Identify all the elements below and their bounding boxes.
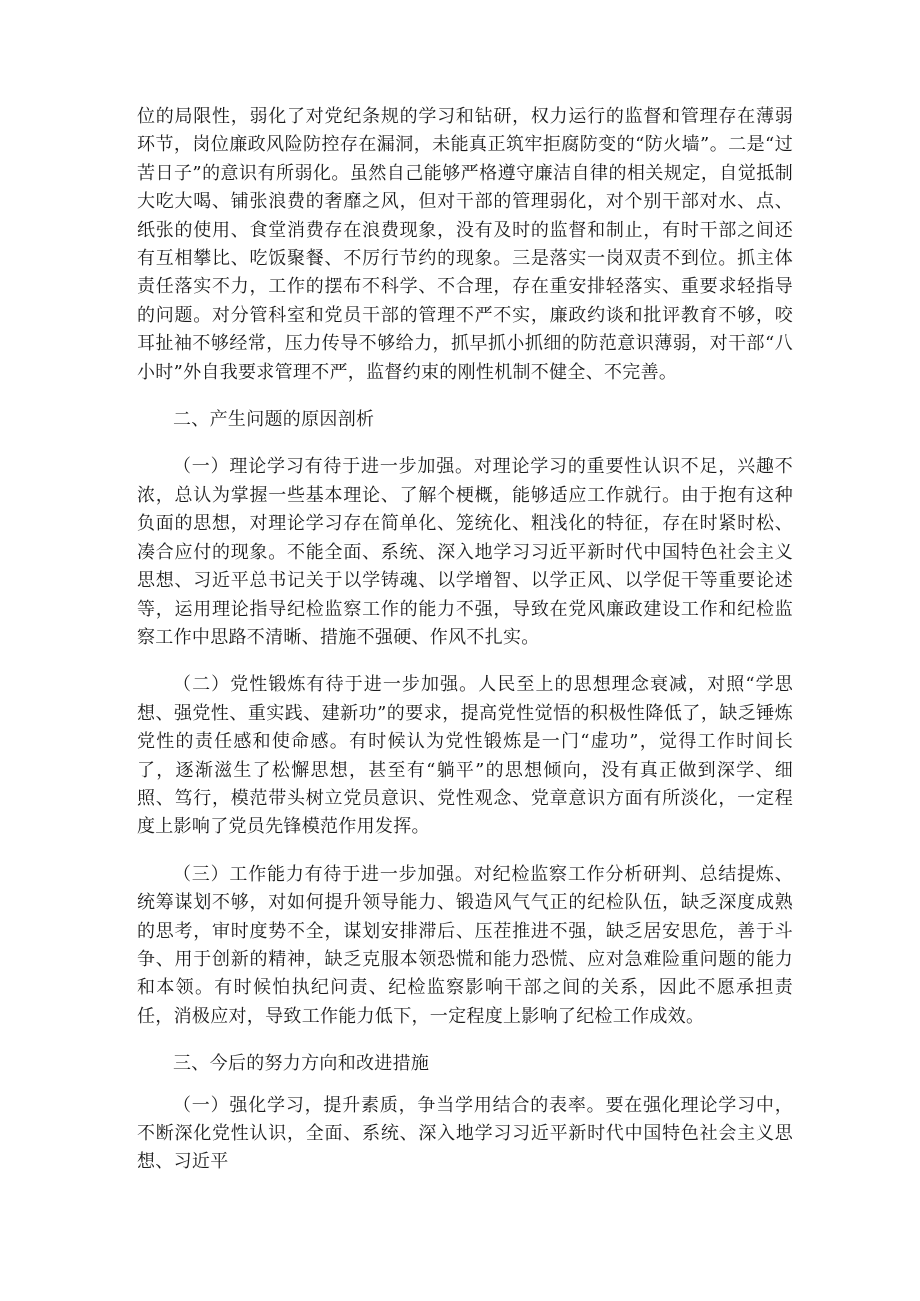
paragraph-gap [137, 434, 793, 453]
paragraph-work-ability: （三）工作能力有待于进一步加强。对纪检监察工作分析研判、总结提炼、统筹谋划不够，对如何提升领导能力、锻造风气气正的纪检队伍，缺乏深度成熟的思考，审时度势不全，谋划安排滞后、压茬推进不强，缺乏居安思危，善于斗争、用于创新的精神，缺乏克服本领恐慌和能力恐慌、应对急难险重问题的能力和本领。有时候怕执纪问责、纪检监察影响干部之间的关系，因此不愿承担责任，消极应对，导致工作能力低下，一定程度上影响了纪检工作成效。 [137, 863, 793, 1027]
paragraph-theory-study: （一）理论学习有待于进一步加强。对理论学习的重要性认识不足，兴趣不浓，总认为掌握一些基本理论、了解个梗概，能够适应工作就行。由于抱有这种负面的思想，对理论学习存在简单化、笼统化、粗浅化的特征，存在时紧时松、凑合应付的现象。不能全面、系统、深入地学习习近平新时代中国特色社会主义思想、习近平总书记关于以学铸魂、以学增智、以学正风、以学促干等重要论述等，运用理论指导纪检监察工作的能力不强，导致在党风廉政建设工作和纪检监察工作中思路不清晰、措施不强硬、作风不扎实。 [137, 456, 793, 648]
section-heading-causes: 二、产生问题的原因剖析 [173, 409, 375, 431]
document-page [137, 103, 793, 1177]
paragraph-continuation: 位的局限性，弱化了对党纪条规的学习和钻研，权力运行的监督和管理存在薄弱环节，岗位廉政风险防控存在漏洞，未能真正筑牢拒腐防变的“防火墙”。二是“过苦日子”的意识有所弱化。虽然自己能够严格遵守廉洁自律的相关规定，自觉抵制大吃大喝、铺张浪费的奢靡之风，但对干部的管理弱化，对个别干部对水、点、纸张的使用、食堂消费存在浪费现象，没有及时的监督和制止，有时干部之间还有互相攀比、吃饭聚餐、不厉行节约的现象。三是落实一岗双责不到位。抓主体责任落实不力，工作的摆布不科学、不合理，存在重安排轻落实、重要求轻指导的问题。对分管科室和党员干部的管理不严不实，廉政约谈和批评教育不够，咬耳扯袖不够经常，压力传导不够给力，抓早抓小抓细的防范意识薄弱，对干部“八小时”外自我要求管理不严，监督约束的刚性机制不健全、不完善。 [137, 106, 793, 383]
paragraph-gap [137, 652, 793, 671]
paragraph-strengthen-study: （一）强化学习，提升素质，争当学用结合的表率。要在强化理论学习中，不断深化党性认识，全面、系统、深入地学习习近平新时代中国特色社会主义思想、习近平 [137, 1094, 793, 1173]
paragraph-gap [137, 1079, 793, 1092]
paragraph-party-spirit: （二）党性锻炼有待于进一步加强。人民至上的思想理念衰减，对照“学思想、强党性、重实践、建新功”的要求，提高党性觉悟的积极性降低了，缺乏锤炼党性的责任感和使命感。有时候认为党性锻炼是一门“虚功”，觉得工作时间长了，逐渐滋生了松懈思想，甚至有“躺平”的思想倾向，没有真正做到深学、细照、笃行，模范带头树立党员意识、党性观念、党章意识方面有所淡化，一定程度上影响了党员先锋模范作用发挥。 [137, 674, 793, 838]
paragraph-gap [137, 842, 793, 861]
paragraph-gap [137, 387, 793, 406]
section-heading-measures: 三、今后的努力方向和改进措施 [173, 1053, 430, 1075]
paragraph-gap [137, 1031, 793, 1050]
